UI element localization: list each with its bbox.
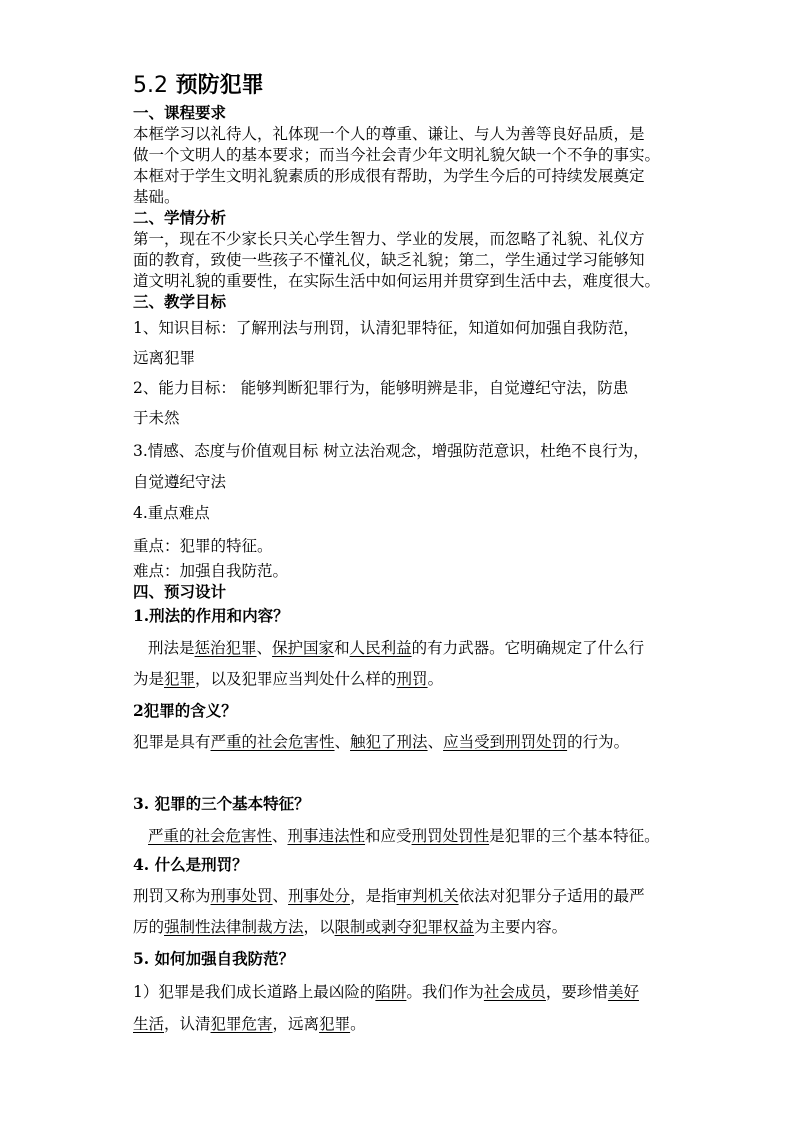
- title-number: 5.2: [133, 73, 168, 98]
- answer-3-line: 严重的社会危害性、刑事违法性和应受刑罚处罚性是犯罪的三个基本特征。: [148, 827, 660, 845]
- goal-line: 1、知识目标：了解刑法与刑罚，认清犯罪特征，知道如何加强自我防范，: [133, 319, 639, 337]
- difficult-point: 难点：加强自我防范。: [133, 562, 289, 580]
- goal-line: 于未然: [133, 409, 180, 427]
- answer-5-line: 1）犯罪是我们成长道路上最凶险的陷阱。我们作为社会成员，要珍惜美好: [133, 983, 639, 1001]
- paragraph-line: 面的教育，致使一些孩子不懂礼仪，缺乏礼貌；第二，学生通过学习能够知: [133, 251, 645, 269]
- question-2: 2犯罪的含义？: [133, 701, 237, 720]
- paragraph-line: 做一个文明人的基本要求；而当今社会青少年文明礼貌欠缺一个不争的事实。: [133, 146, 661, 164]
- paragraph-line: 本框学习以礼待人，礼体现一个人的尊重、谦让、与人为善等良好品质，是: [133, 125, 645, 143]
- question-3: 3. 犯罪的三个基本特征？: [133, 794, 310, 813]
- answer-2-line: 犯罪是具有严重的社会危害性、触犯了刑法、应当受到刑罚处罚的行为。: [133, 733, 630, 751]
- section-heading-2: 二、学情分析: [133, 208, 227, 227]
- answer-4-line: 厉的强制性法律制裁方法，以限制或剥夺犯罪权益为主要内容。: [133, 918, 568, 936]
- goal-line: 2、能力目标： 能够判断犯罪行为，能够明辨是非，自觉遵纪守法，防患: [133, 379, 629, 397]
- page-title: [133, 68, 264, 99]
- section-heading-3: 三、教学目标: [133, 292, 227, 311]
- section-heading-4: 四、预习设计: [133, 582, 227, 601]
- paragraph-line: 道文明礼貌的重要性，在实际生活中如何运用并贯穿到生活中去，难度很大。: [133, 272, 661, 290]
- question-1: 1.刑法的作用和内容？: [133, 606, 289, 625]
- answer-4-line: 刑罚又称为刑事处罚、刑事处分，是指审判机关依法对犯罪分子适用的最严: [133, 887, 645, 905]
- paragraph-line: 基础。: [133, 188, 180, 206]
- answer-5-line: 生活，认清犯罪危害，远离犯罪。: [133, 1015, 366, 1033]
- title-text: 预防犯罪: [175, 72, 264, 98]
- paragraph-line: 第一，现在不少家长只关心学生智力、学业的发展，而忽略了礼貌、礼仪方: [133, 230, 645, 248]
- goal-line: 4.重点难点: [133, 504, 210, 522]
- question-4: 4. 什么是刑罚？: [133, 855, 248, 874]
- answer-1-line: 为是犯罪，以及犯罪应当判处什么样的刑罚。: [133, 670, 444, 688]
- goal-line: 自觉遵纪守法: [133, 473, 227, 491]
- key-point: 重点：犯罪的特征。: [133, 537, 273, 555]
- section-heading-1: 一、课程要求: [133, 103, 227, 122]
- paragraph-line: 本框对于学生文明礼貌素质的形成很有帮助，为学生今后的可持续发展奠定: [133, 167, 645, 185]
- question-5: 5. 如何加强自我防范？: [133, 949, 295, 968]
- goal-line: 3.情感、态度与价值观目标 树立法治观念，增强防范意识，杜绝不良行为，: [133, 442, 649, 460]
- answer-1-line: 刑法是惩治犯罪、保护国家和人民利益的有力武器。它明确规定了什么行: [148, 639, 645, 657]
- goal-line: 远离犯罪: [133, 349, 196, 367]
